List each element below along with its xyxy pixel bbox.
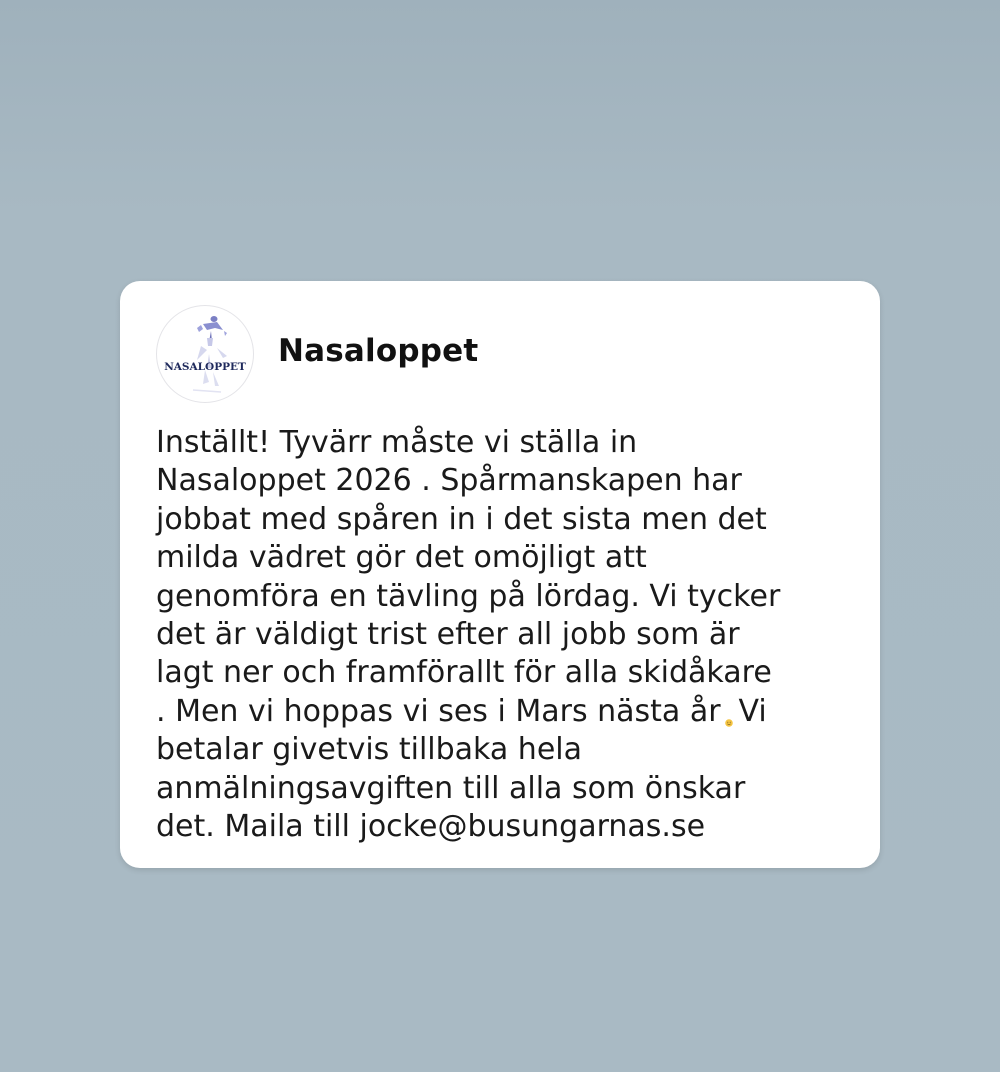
post-text-line: Inställt! Tyvärr måste vi ställa in (156, 425, 638, 460)
post-text-line: det. Maila till jocke@busungarnas.se (156, 808, 706, 844)
smiling-face-emoji-icon (725, 719, 733, 727)
post-text-line: betalar givetvis tillbaka hela (156, 732, 582, 768)
post-card (120, 281, 880, 868)
avatar[interactable] (156, 305, 254, 403)
post-text-line: milda vädret gör det omöjligt att (156, 540, 647, 576)
post-text-segment: Vi (738, 693, 767, 729)
post-text-line: Nasaloppet 2026 . Spårmanskapen har (156, 463, 742, 499)
account-name[interactable]: Nasaloppet (278, 333, 479, 369)
post-text-line: anmälningsavgiften till alla som önskar (156, 770, 746, 806)
avatar-logo-text: NASALOPPET (164, 361, 246, 373)
skier-logo-icon (157, 306, 253, 402)
post-text-line: lagt ner och framförallt för alla skidåkare (156, 655, 772, 691)
post-text-line: det är väldigt trist efter all jobb som är (156, 616, 740, 652)
post-text-line: jobbat med spåren in i det sista men det (156, 501, 767, 537)
post-text-segment: . Men vi hoppas vi ses i Mars nästa år (156, 693, 721, 729)
post-text-line (156, 693, 856, 731)
post-text-line: genomföra en tävling på lördag. Vi tycker (156, 578, 781, 614)
post-text (156, 424, 856, 846)
